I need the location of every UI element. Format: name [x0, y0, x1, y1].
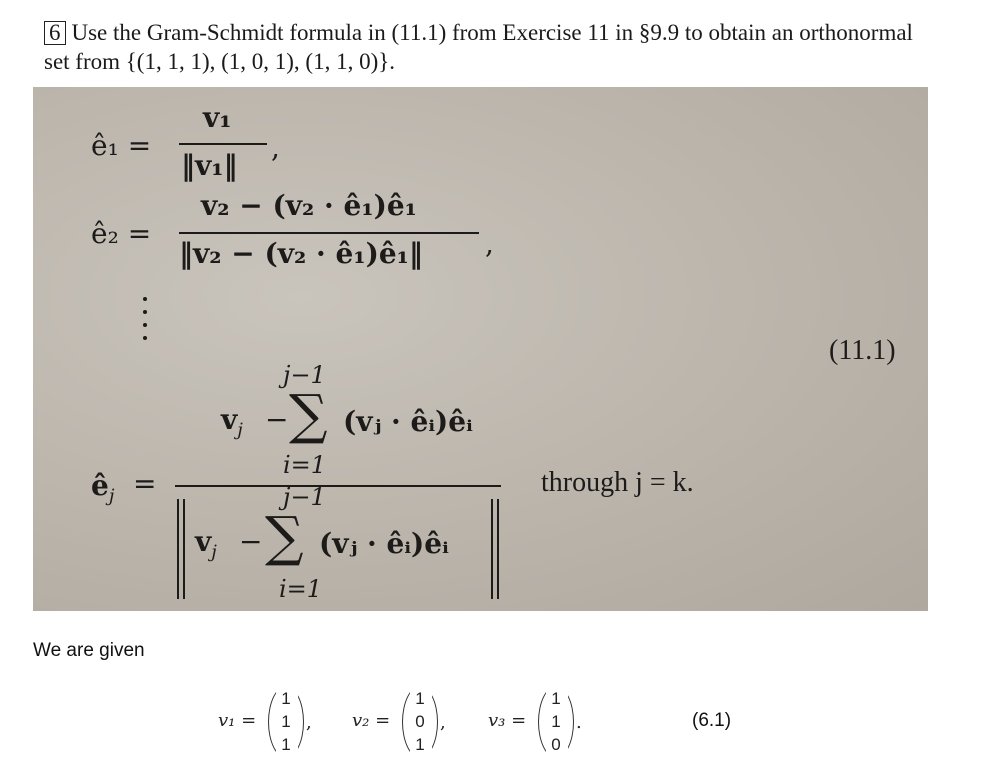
vector-punct: ,	[306, 712, 312, 733]
ej-fraction-bar	[175, 485, 501, 487]
problem-text: Use the Gram-Schmidt formula in (11.1) from Exercise 11 in §9.9 to obtain an orthonormal set from {(1, 1, 1), (1, 0, 1), (1, 1, 0)}.	[44, 20, 913, 74]
e2-lhs: ê₂ =	[91, 217, 152, 250]
vj-num: $v_j$	[221, 403, 243, 441]
e1-denominator: ‖v₁‖	[181, 149, 238, 182]
e1-comma: ,	[271, 131, 280, 164]
e1-lhs: ê₁ =	[91, 129, 152, 162]
vector-label: v₂ =	[352, 710, 391, 731]
norm-bar-right-2	[497, 499, 499, 599]
vector-label: v₁ =	[218, 710, 257, 731]
problem-number: 6	[44, 21, 66, 45]
sigma-num: ∑	[289, 383, 328, 446]
vector-v3	[488, 686, 598, 758]
vector-v2	[352, 686, 462, 758]
vector-punct: ,	[440, 712, 446, 733]
equation-label: (11.1)	[829, 335, 896, 366]
sum-upper-limit: j−1	[283, 361, 326, 389]
given-text: We are given	[33, 640, 145, 661]
sum-term-num: (vⱼ · êᵢ)êᵢ	[343, 405, 473, 438]
through-text: through j = k.	[541, 467, 694, 498]
sigma-den: ∑	[265, 505, 304, 568]
minus-den: −	[239, 525, 263, 558]
vector-entries: 1 0 1	[415, 689, 425, 754]
vj-den: $v_j$	[195, 525, 217, 563]
norm-bar-right-1	[491, 499, 493, 599]
e1-numerator: v₁	[203, 101, 232, 134]
ej-lhs: $ê_j$	[91, 469, 115, 507]
vector-v1	[218, 686, 328, 758]
vector-punct: .	[576, 712, 582, 733]
e2-denominator: ‖v₂ − (v₂ · ê₁)ê₁‖	[179, 237, 423, 270]
norm-bar-left-1	[177, 499, 179, 599]
minus-num: −	[265, 403, 289, 436]
vertical-ellipsis	[143, 297, 149, 349]
e2-fraction-bar	[179, 232, 479, 234]
bleed-through-text	[593, 97, 923, 127]
sum-term-den: (vⱼ · êᵢ)êᵢ	[319, 527, 449, 560]
den-sum-lower-limit: i=1	[279, 575, 323, 603]
problem-statement	[44, 18, 944, 76]
norm-bar-left-2	[183, 499, 185, 599]
e2-numerator: v₂ − (v₂ · ê₁)ê₁	[201, 189, 417, 222]
vector-entries: 1 1 0	[551, 689, 561, 754]
textbook-photo	[33, 87, 928, 611]
ej-equals: =	[133, 467, 157, 500]
den-sum-upper-limit: j−1	[283, 483, 326, 511]
vector-label: v₃ =	[488, 710, 527, 731]
vector-entries: 1 1 1	[281, 689, 291, 754]
sum-lower-limit: i=1	[283, 451, 327, 479]
equation-number: (6.1)	[692, 710, 732, 731]
e2-comma: ,	[485, 227, 494, 260]
e1-fraction-bar	[179, 143, 267, 145]
